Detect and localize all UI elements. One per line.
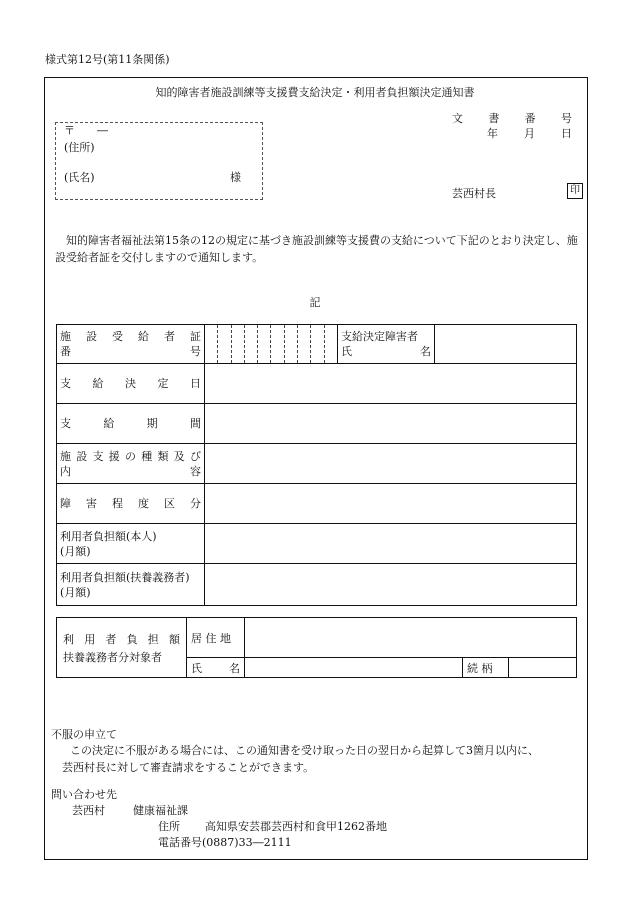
appeal-heading: 不服の申立て — [51, 728, 117, 741]
decision-table — [56, 324, 577, 606]
ki-heading: 記 — [309, 296, 321, 309]
disability-level-field[interactable] — [205, 484, 577, 524]
decision-date-field[interactable] — [205, 364, 577, 404]
appeal-text-line-1: この決定に不服がある場合には、この通知書を受け取った日の翌日から起算して3箇月以内に、 — [70, 744, 539, 757]
inquiry-org: 芸西村 — [72, 804, 105, 817]
doc-number-char: 番 — [524, 112, 536, 125]
table-row — [57, 618, 577, 658]
inquiry-address-label: 住所 — [158, 820, 180, 833]
disability-level-label: 障 害 程 度 区 分 — [57, 484, 205, 524]
table-row — [57, 325, 577, 364]
support-type-label: 施 設 支 援 の 種 類 及 び 内 容 — [57, 444, 205, 484]
doc-number-char: 書 — [488, 112, 500, 125]
residence-label: 居 住 地 — [187, 618, 245, 658]
date-labels — [487, 125, 572, 141]
residence-field[interactable] — [245, 618, 577, 658]
table-row — [57, 484, 577, 524]
support-type-field[interactable] — [205, 444, 577, 484]
person-name-label: 支給決定障害者 氏 名 — [338, 325, 435, 364]
cert-number-field[interactable] — [205, 325, 338, 364]
person-name-field[interactable] — [435, 325, 577, 364]
inquiry-address: 高知県安芸郡芸西村和食甲1262番地 — [205, 820, 387, 833]
table-row — [57, 404, 577, 444]
zip-label: 〒 ― — [64, 124, 108, 137]
form-number: 様式第12号(第11条関係) — [45, 53, 170, 66]
guardian-name-label: 氏 名 — [187, 658, 245, 678]
address-label: (住所) — [64, 141, 95, 154]
relation-field[interactable] — [509, 658, 577, 678]
decision-date-label: 支 給 決 定 日 — [57, 364, 205, 404]
document-title: 知的障害者施設訓練等支援費支給決定・利用者負担額決定通知書 — [155, 86, 475, 99]
mayor-title: 芸西村長 — [452, 187, 496, 200]
appeal-text-line-2: 芸西村長に対して審査請求をすることができます。 — [62, 761, 315, 774]
year-label: 年 — [487, 127, 498, 140]
table-row — [57, 364, 577, 404]
burden-family-field[interactable] — [205, 564, 577, 606]
relation-label: 続 柄 — [463, 658, 509, 678]
doc-number-label — [452, 110, 572, 126]
period-field[interactable] — [205, 404, 577, 444]
notice-body: 知的障害者福祉法第15条の12の規定に基づき施設訓練等支援費の支給について下記のとおり決定し、施設受給者証を交付しますので通知します。 — [55, 234, 578, 264]
inquiry-dept: 健康福祉課 — [133, 804, 188, 817]
cert-number-label: 施 設 受 給 者 証 番 号 — [57, 325, 205, 364]
table-row — [57, 564, 577, 606]
day-label: 日 — [561, 127, 572, 140]
burden-self-label: 利用者負担額(本人) (月額) — [57, 524, 205, 564]
guardian-table — [56, 617, 577, 678]
doc-number-char: 文 — [452, 112, 463, 125]
inquiry-phone: 電話番号(0887)33―2111 — [158, 836, 292, 849]
burden-self-field[interactable] — [205, 524, 577, 564]
seal-mark: 印 — [567, 183, 583, 199]
table-row — [57, 444, 577, 484]
honorific: 様 — [230, 171, 241, 184]
month-label: 月 — [524, 127, 535, 140]
period-label: 支 給 期 間 — [57, 404, 205, 444]
inquiry-heading: 問い合わせ先 — [51, 788, 117, 801]
burden-family-label: 利用者負担額(扶養義務者) (月額) — [57, 564, 205, 606]
name-label: (氏名) — [64, 171, 95, 184]
guardian-name-field[interactable] — [245, 658, 463, 678]
guardian-label: 利 用 者 負 担 額 扶養義務者分対象者 — [57, 618, 187, 678]
table-row — [57, 524, 577, 564]
doc-number-char: 号 — [560, 112, 572, 125]
